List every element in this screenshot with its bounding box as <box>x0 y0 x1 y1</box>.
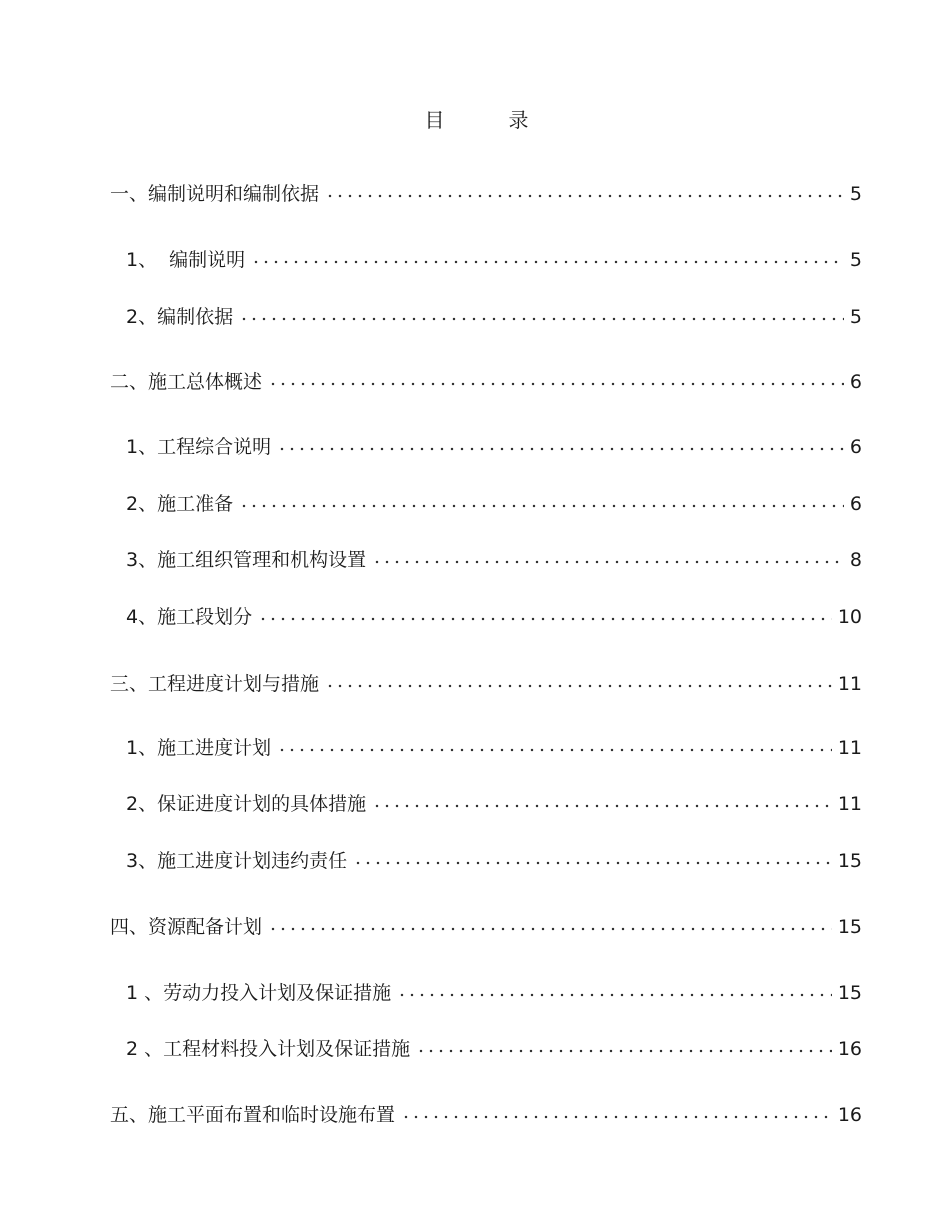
toc-page-number: 15 <box>837 982 862 1004</box>
toc-entry-label: 二、施工总体概述 <box>110 371 263 393</box>
toc-entry[interactable] <box>126 246 862 274</box>
toc-entry[interactable] <box>110 670 862 698</box>
toc-entry[interactable] <box>110 913 862 941</box>
toc-page-number: 11 <box>837 793 862 815</box>
dot-leader <box>372 802 832 810</box>
toc-entry[interactable] <box>126 979 862 1007</box>
dot-leader <box>268 925 832 933</box>
toc-page-number: 15 <box>837 850 862 872</box>
toc-entry-label: 1、工程综合说明 <box>126 436 272 458</box>
toc-page-number: 6 <box>849 493 862 515</box>
dot-leader <box>268 380 844 388</box>
toc-entry[interactable] <box>126 734 862 762</box>
toc-entry-label: 3、施工组织管理和机构设置 <box>126 549 367 571</box>
dot-leader <box>239 502 844 510</box>
dot-leader <box>325 682 832 690</box>
toc-entry-label: 一、编制说明和编制依据 <box>110 183 320 205</box>
toc-entry-label: 1、施工进度计划 <box>126 737 272 759</box>
toc-page-number: 8 <box>849 549 862 571</box>
toc-entry[interactable] <box>126 303 862 331</box>
toc-entry-label: 2、施工准备 <box>126 493 234 515</box>
dot-leader <box>277 445 844 453</box>
toc-entry[interactable] <box>126 603 862 631</box>
toc-page-number: 16 <box>837 1038 862 1060</box>
toc-page-number: 10 <box>837 606 862 628</box>
toc-page-number: 6 <box>849 371 862 393</box>
toc-page-number: 5 <box>849 249 862 271</box>
dot-leader <box>401 1113 832 1121</box>
dot-leader <box>239 315 844 323</box>
toc-entry-label: 1 、劳动力投入计划及保证措施 <box>126 982 392 1004</box>
toc-entry-label: 3、施工进度计划违约责任 <box>126 850 348 872</box>
toc-entry[interactable] <box>126 546 862 574</box>
toc-entry[interactable] <box>126 1035 862 1063</box>
toc-page-number: 11 <box>837 737 862 759</box>
toc-entry-label: 五、施工平面布置和临时设施布置 <box>110 1104 396 1126</box>
toc-entry[interactable] <box>110 368 862 396</box>
toc-page-number: 5 <box>849 306 862 328</box>
dot-leader <box>416 1047 832 1055</box>
dot-leader <box>372 558 844 566</box>
toc-entry[interactable] <box>126 490 862 518</box>
toc-entry[interactable] <box>126 790 862 818</box>
toc-entry-label: 2 、工程材料投入计划及保证措施 <box>126 1038 411 1060</box>
toc-title: 目 录 <box>424 108 551 132</box>
toc-page-number: 6 <box>849 436 862 458</box>
dot-leader <box>277 746 832 754</box>
toc-entry[interactable] <box>110 1101 862 1129</box>
toc-entry-label: 2、保证进度计划的具体措施 <box>126 793 367 815</box>
dot-leader <box>397 991 832 999</box>
toc-page-number: 16 <box>837 1104 862 1126</box>
dot-leader <box>325 192 844 200</box>
dot-leader <box>258 615 832 623</box>
toc-entry-label: 1、 编制说明 <box>126 249 246 271</box>
toc-page-number: 5 <box>849 183 862 205</box>
toc-page-number: 11 <box>837 673 862 695</box>
toc-entry[interactable] <box>110 180 862 208</box>
toc-entry-label: 三、工程进度计划与措施 <box>110 673 320 695</box>
toc-entry[interactable] <box>126 847 862 875</box>
dot-leader <box>251 258 844 266</box>
toc-entry-label: 4、施工段划分 <box>126 606 253 628</box>
toc-entry[interactable] <box>126 433 862 461</box>
toc-entry-label: 2、编制依据 <box>126 306 234 328</box>
toc-entry-label: 四、资源配备计划 <box>110 916 263 938</box>
dot-leader <box>353 859 832 867</box>
toc-page-number: 15 <box>837 916 862 938</box>
